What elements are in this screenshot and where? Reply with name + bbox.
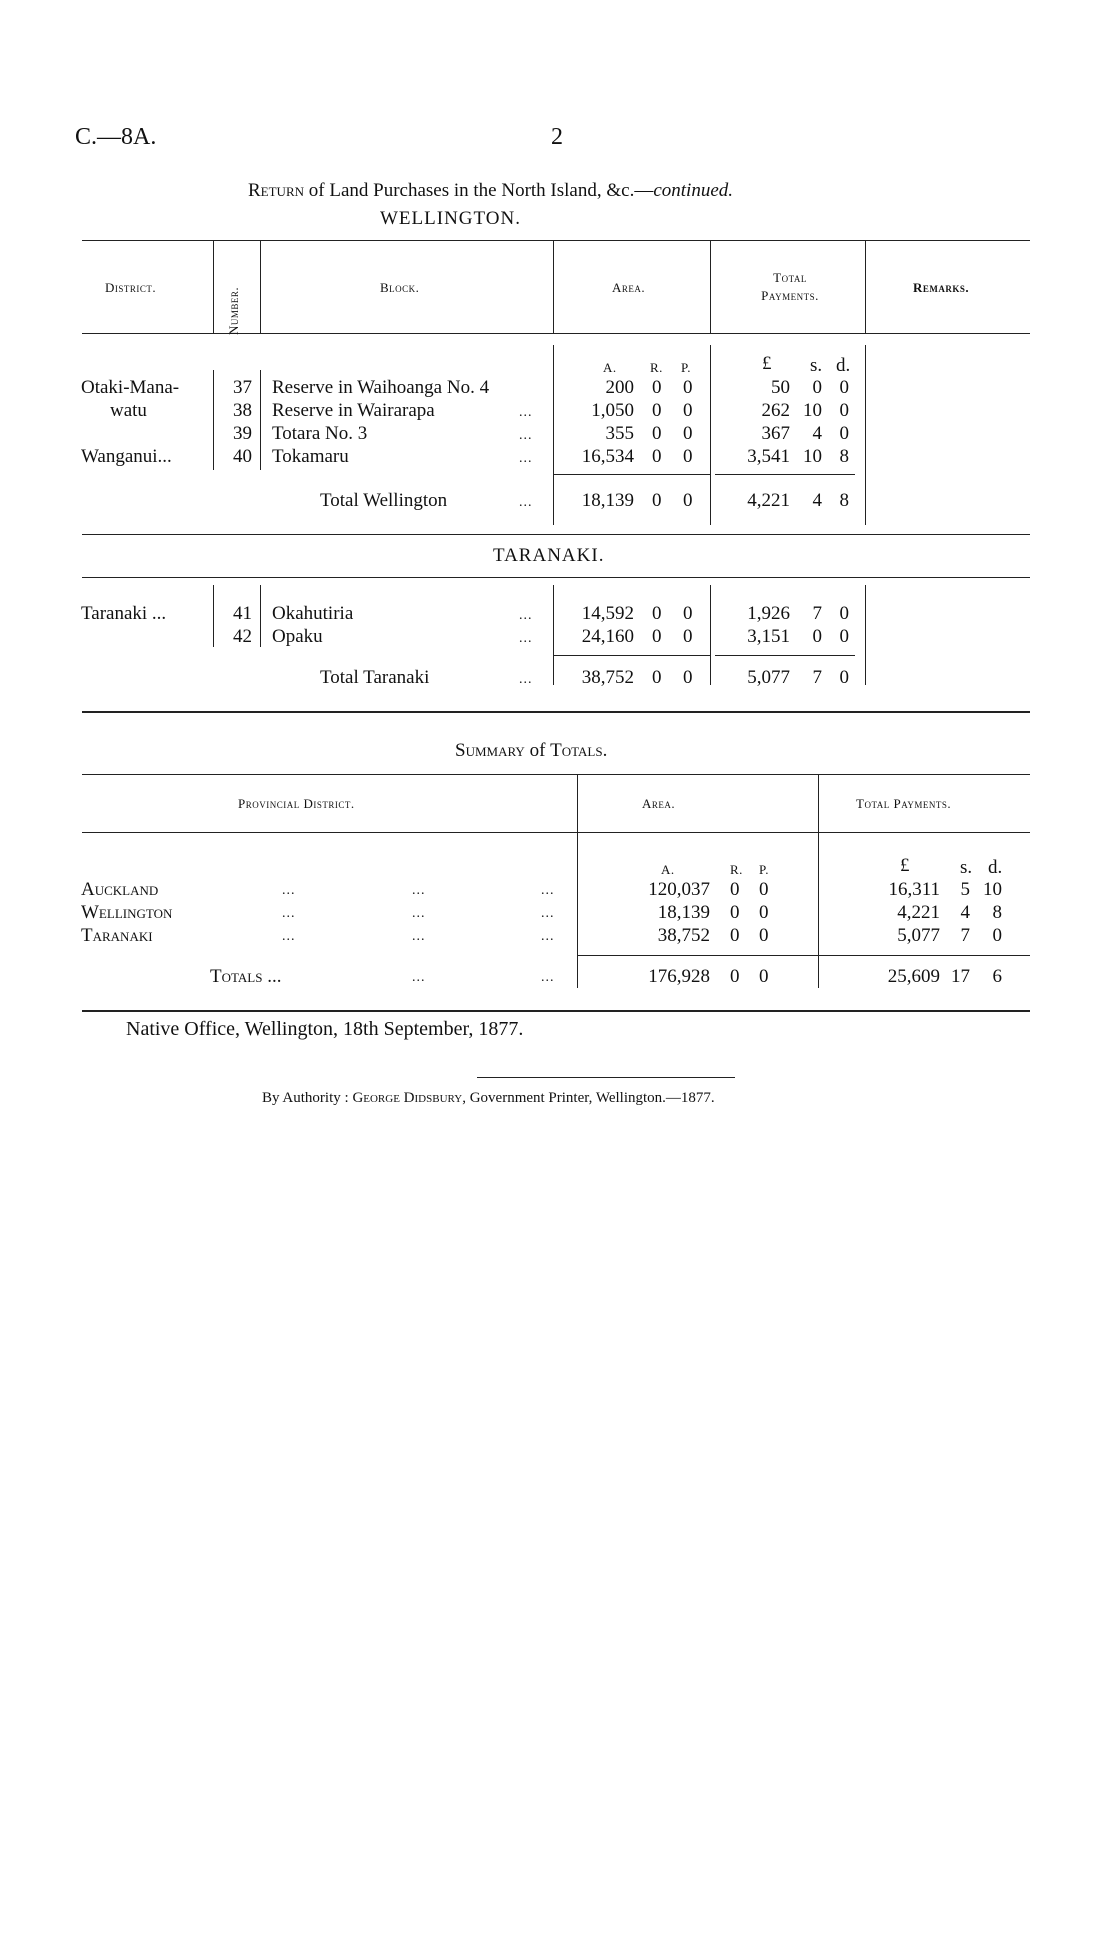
summary-area-a: 120,037 [648,879,710,900]
office-date-line: Native Office, Wellington, 18th September, 1877. [126,1018,524,1040]
pay-pounds: 3,151 [747,626,790,647]
summary-area-r: 0 [730,902,740,923]
area-r: 0 [652,603,662,624]
pay-d: 0 [839,400,849,421]
summary-area-r: 0 [730,925,740,946]
col-total-payments-1: Total [773,270,807,285]
summary-col-district: Provincial District. [238,796,355,811]
area-r: 0 [652,446,662,467]
leader-dots: ... [412,906,426,921]
col-total-payments-2: Payments. [761,288,819,303]
summary-total-pay-pounds: 25,609 [887,966,940,987]
rule-v [213,370,214,470]
col-number: Number. [226,286,241,335]
unit-r: R. [730,862,743,877]
summary-district: Taranaki [81,925,153,946]
summary-pay-s: 7 [960,925,970,946]
summary-total-area-r: 0 [730,966,740,987]
total-pay-pounds: 4,221 [747,490,790,511]
block-name: Reserve in Waihoanga No. 4 [272,377,490,398]
header-bottom-rule [82,333,1030,334]
pay-pounds: 3,541 [747,446,790,467]
area-a: 24,160 [581,626,634,647]
col-remarks: Remarks. [913,280,970,295]
page-number: 2 [551,124,563,150]
summary-header-rule [82,832,1030,833]
total-wellington-label: Total Wellington [320,490,448,511]
section-rule [82,577,1030,578]
summary-area-p: 0 [759,902,769,923]
summary-area-r: 0 [730,879,740,900]
col-block: Block. [380,280,420,295]
pay-d: 0 [839,377,849,398]
section-rule [82,534,1030,535]
subtotal-rule [553,474,710,475]
pay-pounds: 50 [771,377,790,398]
summary-pay-d: 10 [983,879,1002,900]
unit-p: P. [759,862,770,877]
total-pay-pounds: 5,077 [747,667,790,688]
area-p: 0 [683,603,693,624]
unit-s: s. [810,355,823,376]
summary-district: Auckland [81,879,159,900]
leader-dots: ... [519,451,533,466]
printer-name: George Didsbury [352,1090,463,1106]
area-a: 200 [605,377,634,398]
district: Wanganui... [81,446,172,467]
subtotal-rule [553,655,710,656]
row-number: 41 [233,603,252,624]
total-area-p: 0 [683,490,693,511]
table-bottom-rule [82,711,1030,713]
pay-pounds: 1,926 [747,603,790,624]
leader-dots: ... [412,970,426,985]
section-title-taranaki: TARANAKI. [493,545,605,566]
block-name: Reserve in Wairarapa [272,400,435,421]
printer-authority [262,1090,715,1107]
summary-pay-d: 0 [992,925,1002,946]
summary-pay-d: 8 [992,902,1002,923]
unit-d: d. [836,355,851,376]
authority-suffix: , Government Printer, Wellington.—1877. [462,1090,715,1106]
district: Otaki-Mana- [81,377,180,398]
summary-title-b: of [524,740,551,761]
rule-v [865,585,866,685]
total-pay-d: 0 [839,667,849,688]
summary-title-c: Totals. [550,740,608,761]
summary-subtotal-rule [818,955,1030,956]
summary-pay-s: 5 [960,879,970,900]
row-number: 39 [233,423,252,444]
summary-totals-label: Totals ... [210,966,282,987]
summary-col-area: Area. [642,796,676,811]
rule-v [865,345,866,525]
row-number: 40 [233,446,252,467]
unit-a: A. [661,862,675,877]
title-continued: continued. [653,180,734,201]
leader-dots: ... [282,883,296,898]
area-p: 0 [683,446,693,467]
summary-pay-s: 4 [960,902,970,923]
summary-pay-pounds: 5,077 [897,925,940,946]
unit-p: P. [681,360,692,375]
summary-total-area-p: 0 [759,966,769,987]
pay-s: 7 [812,603,822,624]
subtotal-rule [715,655,855,656]
rule-v [553,240,554,333]
summary-bottom-rule [82,1010,1030,1012]
total-pay-s: 7 [812,667,822,688]
area-r: 0 [652,423,662,444]
pay-s: 0 [812,377,822,398]
area-p: 0 [683,626,693,647]
leader-dots: ... [519,672,533,687]
summary-total-pay-d: 6 [992,966,1002,987]
unit-s: s. [960,857,973,878]
pay-d: 0 [839,603,849,624]
summary-total-area-a: 176,928 [648,966,710,987]
summary-area-p: 0 [759,925,769,946]
rule-v [710,345,711,525]
rule-v [710,240,711,333]
authority-prefix: By Authority : [262,1090,353,1106]
total-area-r: 0 [652,667,662,688]
area-r: 0 [652,400,662,421]
table-top-rule [82,240,1030,241]
block-name: Okahutiria [272,603,354,624]
unit-pound: £ [762,353,772,374]
pay-s: 10 [803,446,822,467]
col-district: District. [105,280,157,295]
total-taranaki-label: Total Taranaki [320,667,430,688]
row-number: 37 [233,377,252,398]
pay-s: 4 [812,423,822,444]
summary-title [455,740,607,762]
summary-pay-pounds: 4,221 [897,902,940,923]
pay-d: 8 [839,446,849,467]
summary-title-a: Summary [455,740,525,761]
section-title-wellington: WELLINGTON. [380,208,521,229]
unit-r: R. [650,360,663,375]
leader-dots: ... [412,883,426,898]
pay-d: 0 [839,626,849,647]
area-a: 14,592 [581,603,634,624]
rule-v [865,240,866,333]
leader-dots: ... [541,883,555,898]
area-r: 0 [652,377,662,398]
leader-dots: ... [541,929,555,944]
title-rest: of Land Purchases in the North Island, &c.— [304,180,654,201]
row-number: 38 [233,400,252,421]
rule-v [260,370,261,470]
leader-dots: ... [282,906,296,921]
rule-v [553,585,554,685]
pay-s: 10 [803,400,822,421]
table-title [248,180,733,202]
district: watu [110,400,147,421]
area-a: 1,050 [591,400,634,421]
block-name: Tokamaru [272,446,349,467]
block-name: Opaku [272,626,323,647]
total-area-a: 18,139 [581,490,634,511]
leader-dots: ... [541,906,555,921]
leader-dots: ... [519,495,533,510]
rule-v [260,585,261,647]
total-area-p: 0 [683,667,693,688]
summary-pay-pounds: 16,311 [888,879,940,900]
summary-col-payments: Total Payments. [856,796,952,811]
col-area: Area. [612,280,646,295]
district: Taranaki ... [81,603,167,624]
pay-pounds: 262 [761,400,790,421]
summary-subtotal-rule [577,955,818,956]
title-lead: Return [248,180,305,201]
area-p: 0 [683,400,693,421]
summary-area-p: 0 [759,879,769,900]
total-pay-s: 4 [812,490,822,511]
unit-a: A. [603,360,617,375]
leader-dots: ... [519,608,533,623]
summary-area-a: 38,752 [657,925,710,946]
leader-dots: ... [541,970,555,985]
row-number: 42 [233,626,252,647]
leader-dots: ... [412,929,426,944]
unit-d: d. [988,857,1003,878]
rule-v [213,240,214,333]
summary-district: Wellington [81,902,173,923]
rule-v [213,585,214,647]
document-reference: C.—8A. [75,124,157,150]
area-p: 0 [683,377,693,398]
area-a: 355 [605,423,634,444]
leader-dots: ... [519,428,533,443]
summary-total-pay-s: 17 [951,966,970,987]
rule-v [260,240,261,333]
total-area-r: 0 [652,490,662,511]
rule-v [553,345,554,525]
area-a: 16,534 [581,446,634,467]
leader-dots: ... [519,405,533,420]
pay-s: 0 [812,626,822,647]
unit-pound: £ [900,855,910,876]
total-area-a: 38,752 [581,667,634,688]
total-pay-d: 8 [839,490,849,511]
area-p: 0 [683,423,693,444]
leader-dots: ... [519,631,533,646]
summary-top-rule [82,774,1030,775]
rule-v [710,585,711,685]
subtotal-rule [715,474,855,475]
summary-area-a: 18,139 [657,902,710,923]
pay-d: 0 [839,423,849,444]
leader-dots: ... [282,929,296,944]
footer-rule [477,1077,735,1078]
pay-pounds: 367 [761,423,790,444]
block-name: Totara No. 3 [272,423,368,444]
area-r: 0 [652,626,662,647]
